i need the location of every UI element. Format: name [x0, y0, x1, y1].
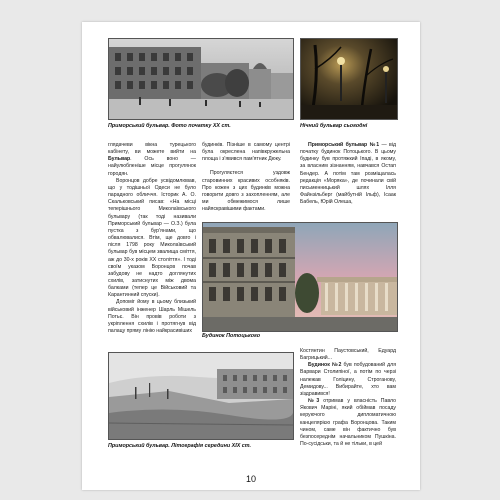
caption-top-left: Приморський бульвар. Фото початку XX ст. — [108, 123, 231, 129]
photo-lithograph-xix — [108, 352, 294, 440]
col3b-bold-number-2: Будинок №2 — [308, 362, 342, 369]
page-number: 10 — [245, 474, 256, 484]
col3b-text-a: був побудований для Варвари Столипіної, а потім по черзі належав Голіцину, Строганову, Демидову... Вибирайте, хто вам зіздравився! — [300, 362, 397, 397]
night-photo-illustration — [301, 39, 397, 119]
col2-paragraph-2: Прогуляєтеся уздовж старовинних красивих особняків. Про кожен з цих будинків можна говорити довго з захопленням, але ми обмежимося лише найяскравішими фактами. — [202, 170, 290, 213]
text-column-1 — [108, 142, 196, 335]
boulevard-photo-illustration — [109, 39, 293, 119]
text-column-2 — [202, 142, 290, 213]
col3-text: — від початку будинок Потоцького. В цьому будинку був протяжкий Іпаді, в якому, за власним зізнанням, навчався Остап Бендер. А потім там розміщалась редакція «Моряка», де починали свій письменницький шлях Ілля Файнзільберг (майбутній Ільф), Ісаак Бабель, Юрій Олеша, — [300, 142, 396, 206]
photo-boulevard-early-xx — [108, 38, 294, 120]
col3b-text-b: отримав у власність Павло Якович Маріні, який обіймав посаду керуючого дипломатичною канцелярією графа Воронцова. Таким чином, саме він фактично був безпосереднім начальником Пушкіна. По-сусідськи, та й не тільки, в цей — [300, 398, 396, 448]
col3b-bold-number-3: №3 — [308, 398, 320, 405]
col1-paragraph-1 — [108, 142, 196, 178]
col1-bold-bulvar: Бульвар — [108, 156, 131, 163]
col3b-paragraph-1: Костянтин Паустовський, Едуард Багрицький... — [300, 348, 396, 362]
text-column-3-lower — [300, 348, 396, 448]
caption-top-right: Нічний бульвар сьогодні — [300, 123, 368, 129]
col3-paragraph-1 — [300, 142, 396, 206]
photo-potocki-house — [202, 222, 398, 332]
book-page — [82, 22, 420, 490]
caption-middle: Будинок Потоцького — [202, 333, 261, 339]
col3b-paragraph-3 — [300, 398, 396, 448]
col1-paragraph-3: Допоміг йому в цьому близький військовий інженер Шарль Мішель Потьє. Він провів роботи з укріплення схилів і протягнув від палацу пряму лінію найкрасивіших — [108, 299, 196, 335]
col2-paragraph-1: будинків. Пізніше в самому центрі була окреслена напівкружельна площа і з'явився пам'ятник Дюку. — [202, 142, 290, 163]
caption-bottom: Приморський бульвар. Літографія середини XIX ст. — [108, 443, 252, 449]
col1-text-b: . Ось воно — найулюбленіше місце прогулянок городян. — [108, 156, 196, 177]
col1-paragraph-2: Воронцов добре усвідомлював, що у тодішньої Одеси не було парадного обличчя. Історик А. О. Скальковський писав: «На місці теперішнього Миколаївського бульвару (так тоді називали Приморський бульвар — О.З.) була пустка з бур'янами, що обвалювалися. Втім, ще довго і після 1798 року Миколаївський бульвар був місцем звалища сміття, аж до 30-х років XX століття». І тоді своїм указом Воронцов почав забудову не надто доглянутих схилів, затиснутих між двома балками (тепер це Військовий та Карантинний спуски). — [108, 177, 196, 299]
photo-night-boulevard — [300, 38, 398, 120]
lithograph-illustration — [109, 353, 293, 439]
col3b-paragraph-2 — [300, 362, 396, 398]
potocki-photo-illustration — [203, 223, 397, 331]
col3-bold-number-1: Приморський бульвар №1 — [308, 142, 380, 148]
text-column-3 — [300, 142, 396, 206]
col1-text-a: глядачеви вікна турецького кабінету, ви можете вийти на — [108, 142, 196, 156]
